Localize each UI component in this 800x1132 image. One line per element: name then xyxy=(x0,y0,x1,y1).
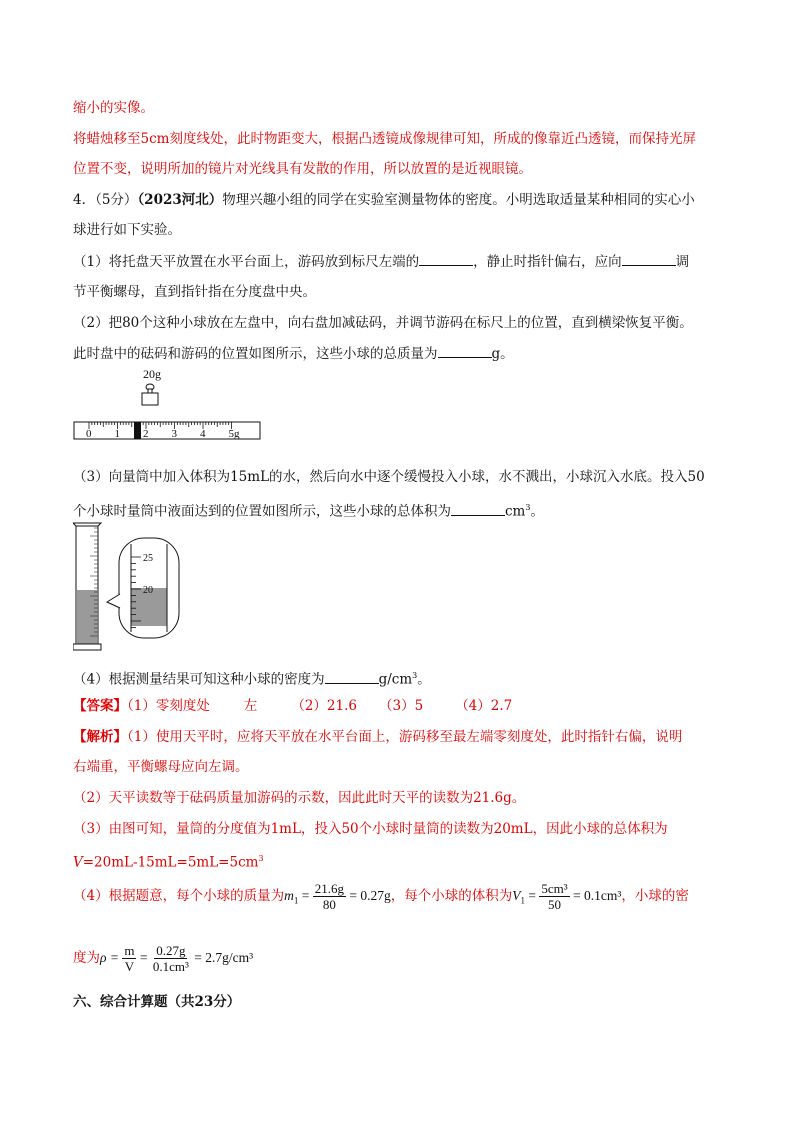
blank-4 xyxy=(451,502,505,516)
volume-fraction: $\frac{\text{5cm³}}{50}$ xyxy=(541,881,568,913)
ruler-tick-label: 0 xyxy=(86,428,92,440)
question-number: 4．（5分） xyxy=(73,192,138,208)
weight-label: 20g xyxy=(143,367,161,381)
answer-line: 【答案】（1）零刻度处 左 （2）21.6 （3）5 （4）2.7 xyxy=(73,698,513,714)
mass-fraction: $\frac{21.6g}{80}$ xyxy=(314,881,344,913)
analysis-line-5: $V=20mL-15mL=5mL=5cm^3$ xyxy=(73,854,264,871)
analysis-line-1: 【解析】（1）使用天平时，应将天平放在水平台面上，游码移至最左端零刻度处，此时指针右偏，说明 xyxy=(73,729,683,745)
answer-tag: 【答案】 xyxy=(73,698,127,714)
explanation-line-1: 缩小的实像。 xyxy=(73,100,154,116)
ruler-tick-label: 5g xyxy=(228,428,240,440)
part-2-line-1: （2）把80个这种小球放在左盘中，向右盘加减砝码，并调节游码在标尺上的位置，直到横梁恢复平衡。 xyxy=(73,315,693,331)
part-1-line-1: （1）将托盘天平放置在水平台面上，游码放到标尺左端的 ，静止时指针偏右，应向 调 xyxy=(73,254,690,270)
graduated-cylinder-figure xyxy=(73,522,183,656)
blank-2 xyxy=(622,252,676,266)
explanation-line-3: 位置不变，说明所加的镜片对光线具有发散的作用，所以放置的是近视眼镜。 xyxy=(73,161,532,177)
balance-scale-figure xyxy=(73,362,263,444)
question-header xyxy=(73,191,695,209)
part-2-line-2: 此时盘中的砝码和游码的位置如图所示，这些小球的总质量为 g。 xyxy=(73,346,514,362)
blank-5 xyxy=(325,670,379,684)
ruler-tick-label: 4 xyxy=(200,428,206,440)
part-3-line-1: （3）向量筒中加入体积为15mL的水，然后向水中逐个缓慢投入小球，水不溅出，小球沉入水底。投入50 xyxy=(73,469,705,485)
weight-icon xyxy=(142,384,158,405)
density-fraction-symbolic: $\frac{m}{V}$ xyxy=(124,943,135,975)
mark-20-label: 20 xyxy=(143,585,153,596)
analysis-tag: 【解析】 xyxy=(73,729,127,745)
rider-marker xyxy=(134,422,141,439)
ruler-tick-label: 1 xyxy=(114,428,120,440)
question-stem-continued: 球进行如下实验。 xyxy=(73,222,181,238)
part-3-line-2: 个小球时量筒中液面达到的位置如图所示，这些小球的总体积为 $cm^3$。 xyxy=(73,503,544,520)
ruler-tick-label: 3 xyxy=(171,428,177,440)
analysis-line-2: 右端重，平衡螺母应向左调。 xyxy=(73,759,249,775)
question-stem: 物理兴趣小组的同学在实验室测量物体的密度。小明选取适量某种相同的实心小 xyxy=(222,192,695,208)
part-1-line-2: 节平衡螺母，直到指针指在分度盘中央。 xyxy=(73,284,316,300)
analysis-line-6: （4）根据题意，每个小球的质量为$m_1$ = $\frac{21.6g}{80}$ = 0.27g，每个小球的体积为$V_1$ = $\frac{\text{5cm³}}{50}$ = 0.1cm³，小球的密 xyxy=(73,881,689,913)
blank-1 xyxy=(419,252,473,266)
part-4-line: （4）根据测量结果可知这种小球的密度为 $g/cm^3$。 xyxy=(73,671,431,688)
ruler-tick-label: 2 xyxy=(143,428,149,440)
mark-25-label: 25 xyxy=(143,553,153,564)
analysis-line-7: 度为ρ = $\frac{m}{V}$ = $\frac{0.27g}{\text{0.1cm³}}$ = 2.7g/cm³ xyxy=(73,943,254,975)
blank-3 xyxy=(438,344,492,358)
density-fraction-values: $\frac{0.27g}{\text{0.1cm³}}$ xyxy=(152,943,189,975)
analysis-line-4: （3）由图可知，量筒的分度值为1mL，投入50个小球时量筒的读数为20mL，因此小球的总体积为 xyxy=(73,821,668,837)
cylinder-tube xyxy=(73,523,101,650)
question-source: （2023河北） xyxy=(137,192,223,208)
explanation-line-2: 将蜡烛移至5cm刻度线处，此时物距变大，根据凸透镜成像规律可知，所成的像靠近凸透镜，而保持光屏 xyxy=(73,131,696,147)
analysis-line-3: （2）天平读数等于砝码质量加游码的示数，因此此时天平的读数为21.6g。 xyxy=(73,790,526,806)
section-heading: 六、综合计算题（共23分） xyxy=(73,994,241,1010)
